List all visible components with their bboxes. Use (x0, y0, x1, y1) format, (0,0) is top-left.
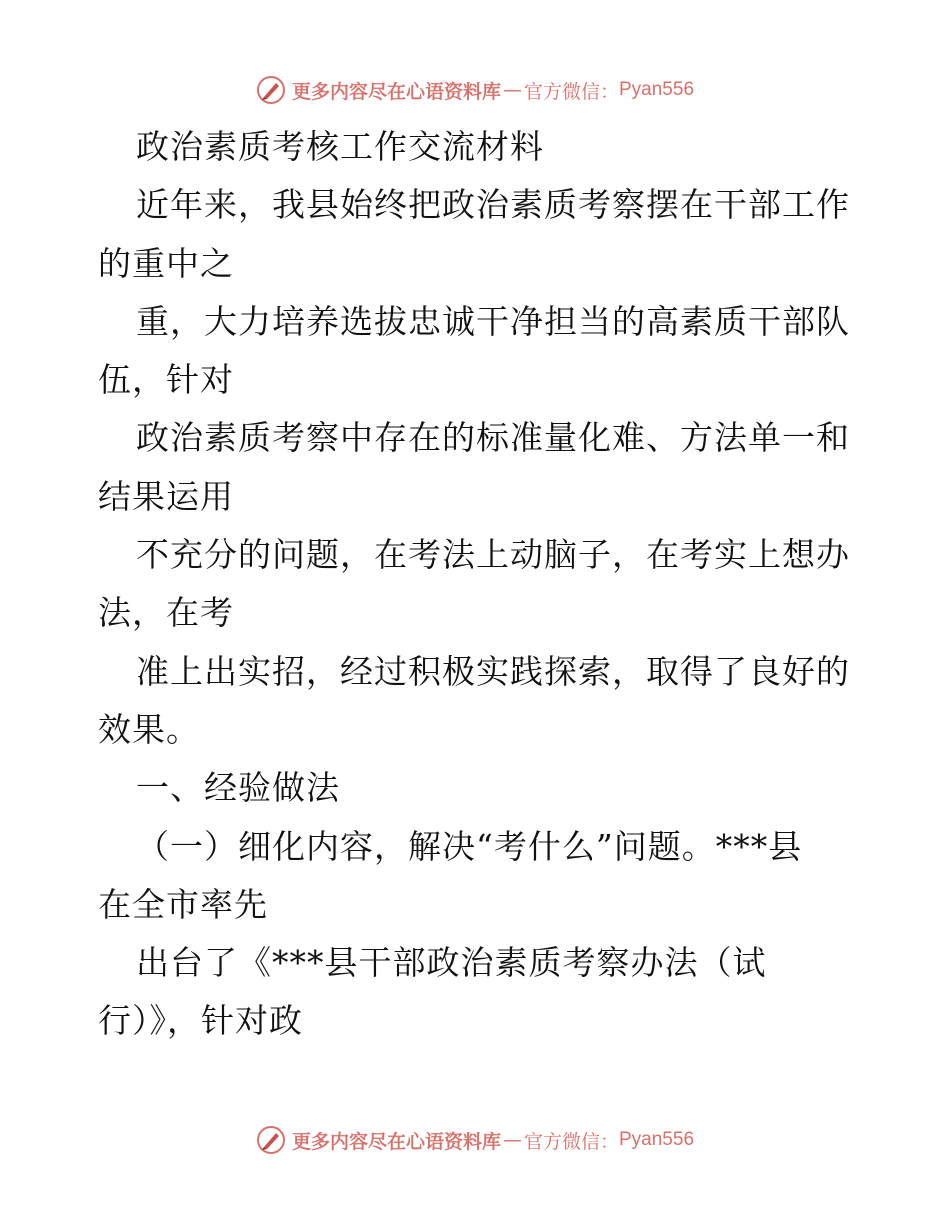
watermark-separator: — (502, 1129, 522, 1151)
watermark-separator: — (502, 79, 522, 101)
text-line: 结果运用 (98, 476, 234, 516)
text-line: 准上出实招，经过积极实践探索，取得了良好的 (136, 651, 850, 691)
text-line: 近年来，我县始终把政治素质考察摆在干部工作 (136, 185, 850, 225)
pen-logo-icon (256, 75, 286, 105)
watermark-wechat-id: Pyan556 (619, 1129, 695, 1150)
watermark-site-text: 更多内容尽在心语资料库 (291, 1130, 501, 1153)
pen-logo-icon (256, 1125, 286, 1155)
text-line: 在全市率先 (98, 884, 268, 924)
subsection-heading: （一）细化内容，解决“考什么”问题。***县 (136, 826, 803, 866)
watermark-site-text: 更多内容尽在心语资料库 (291, 80, 501, 103)
document-title: 政治素质考核工作交流材料 (136, 127, 544, 166)
watermark-wechat-label: 官方微信： (523, 80, 619, 103)
section-heading: 一、经验做法 (136, 768, 340, 808)
text-line: 政治素质考察中存在的标准量化难、方法单一和 (136, 418, 850, 458)
document-body (98, 118, 858, 1051)
watermark-wechat-label: 官方微信： (523, 1130, 619, 1153)
watermark-wechat-id: Pyan556 (619, 79, 695, 100)
text-line: 行）》，针对政 (98, 1001, 303, 1041)
text-line: 伍，针对 (98, 360, 234, 400)
text-line: 不充分的问题，在考法上动脑子，在考实上想办 (136, 535, 850, 575)
watermark-footer (0, 1120, 950, 1160)
text-line: 的重中之 (98, 243, 234, 283)
text-line: 法，在考 (98, 593, 234, 633)
text-line: 出台了《***县干部政治素质考察办法（试 (136, 943, 767, 983)
text-line: 重，大力培养选拔忠诚干净担当的高素质干部队 (136, 301, 850, 341)
watermark-header (0, 70, 950, 110)
text-line: 效果。 (98, 709, 200, 749)
